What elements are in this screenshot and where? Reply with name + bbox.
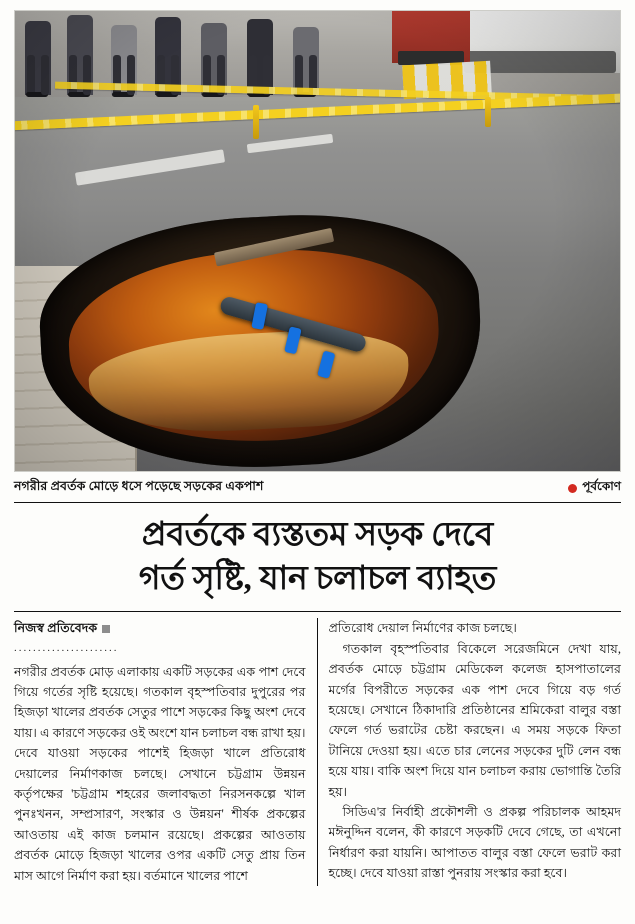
red-truck bbox=[392, 11, 470, 63]
paragraph: নগরীর প্রবর্তক মোড় এলাকায় একটি সড়কের এক পাশ দেবে গিয়ে গর্তের সৃষ্টি হয়েছে। গতকাল বৃহস্পতিবার দুপুরের পর হিজড়া খালের প্রবর্তক সেতুর পাশে সড়কের কিছু অংশ দেবে যায়। এ কারণে সড়কের ওই অংশে যান চলাচল বন্ধ রাখা হয়। দেবে যাওয়া সড়কের পাশেই হিজড়া খালে প্রতিরোধ দেয়ালের নির্মাণকাজ চলছে। সেখানে চট্টগ্রাম উন্নয়ন কর্তৃপক্ষের 'চট্টগ্রাম শহরের জলাবদ্ধতা নিরসনকল্পে খাল পুনঃখনন, সম্প্রসারণ, সংস্কার ও উন্নয়ন' শীর্ষক প্রকল্পের আওতায় এই কাজ চলমান রয়েছে। প্রকল্পের আওতায় প্রবর্তক মোড়ে হিজড়া খালের ওপর একটি সেতু প্রায় তিন মাস আগে নির্মাণ করা হয়। বর্তমানে খালের পাশে bbox=[14, 664, 306, 883]
byline-square-icon bbox=[102, 625, 110, 633]
headline-divider bbox=[14, 611, 621, 612]
byline-dots: ...................... bbox=[14, 641, 119, 654]
red-dot-icon bbox=[568, 484, 577, 493]
road-collapse-hole bbox=[35, 206, 487, 472]
paragraph: গতকাল বৃহস্পতিবার বিকেলে সরেজমিনে দেখা যায়, প্রবর্তক মোড়ে চট্টগ্রাম মেডিকেল কলেজ হাসপাতালের মর্গের বিপরীতে সড়কের এক পাশ দেবে গিয়ে বড় গর্ত হয়েছে। সেখানে ঠিকাদারি প্রতিষ্ঠানের শ্রমিকেরা বালুর বস্তা ফেলে গর্ত ভরাটের চেষ্টা করছেন। এ সময় সড়কে ফিতা টানিয়ে দেওয়া হয়। এতে চার লেনের সড়কের দুটি লেন বন্ধ হয়ে যায়। বাকি অংশ দিয়ে যান চলাচল করায় ভোগান্তি তৈরি হয়। bbox=[328, 641, 621, 799]
photo-canvas bbox=[15, 11, 620, 471]
article-columns bbox=[14, 618, 621, 886]
caption-row bbox=[14, 478, 621, 503]
headline-line-1: প্রবর্তকে ব্যস্ততম সড়ক দেবে bbox=[141, 517, 494, 553]
paragraph: সিডিএ'র নির্বাহী প্রকৌশলী ও প্রকল্প পরিচালক আহমদ মঈনুদ্দিন বলেন, কী কারণে সড়কটি দেবে গেছে, তা এখনো নির্ধারণ করা যায়নি। আপাতত বালুর বস্তা ফেলে ভরাট করা হচ্ছে। দেবে যাওয়া রাস্তা পুনরায় সংস্কার করা হবে। bbox=[328, 804, 621, 881]
article-column-right bbox=[318, 618, 622, 886]
photo-caption: নগরীর প্রবর্তক মোড়ে ধসে পড়েছে সড়কের একপাশ bbox=[14, 479, 264, 493]
tape-pole bbox=[485, 97, 491, 127]
page-title bbox=[14, 513, 621, 601]
byline-label: নিজস্ব প্রতিবেদক bbox=[14, 621, 98, 636]
byline bbox=[14, 618, 306, 638]
news-photo bbox=[14, 10, 621, 472]
publication-brand bbox=[568, 478, 621, 498]
tape-pole bbox=[253, 105, 259, 139]
headline-line-2: গর্ত সৃষ্টি, যান চলাচল ব্যাহত bbox=[138, 561, 497, 598]
article-column-left bbox=[14, 618, 318, 886]
person-legs bbox=[26, 55, 50, 95]
brand-label: পূর্বকোণ bbox=[582, 479, 621, 493]
paragraph: প্রতিরোধ দেয়াল নির্মাণের কাজ চলছে। bbox=[328, 621, 517, 636]
